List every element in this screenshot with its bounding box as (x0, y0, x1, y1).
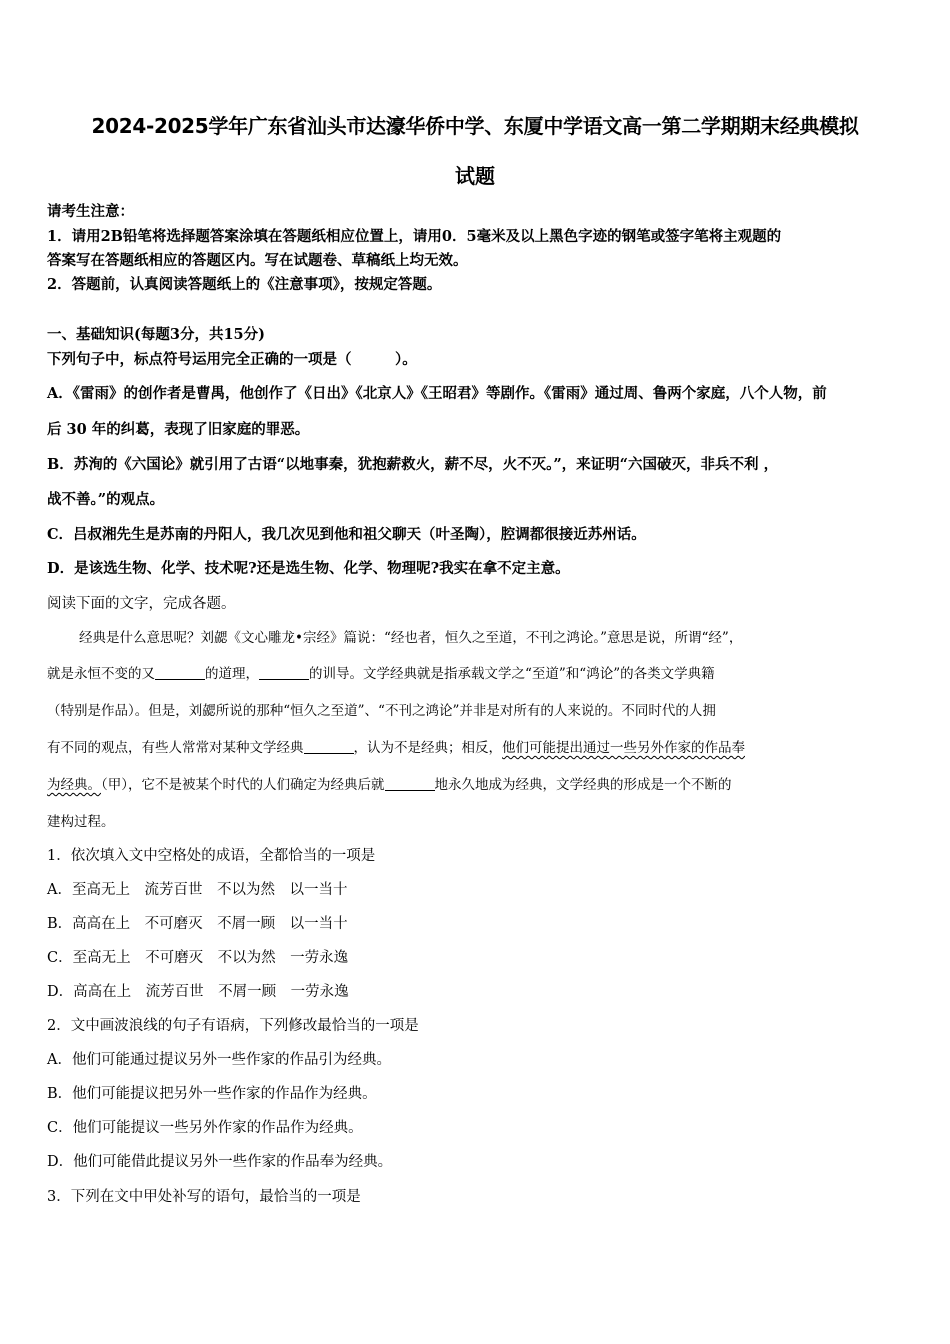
option-a-continued: 后 30 年的纠葛，表现了旧家庭的罪恶。 (47, 421, 310, 438)
question-stem: 下列句子中，标点符号运用完全正确的一项是（ ）。 (47, 351, 417, 368)
section-heading: 一、基础知识(每题3分，共15分) (47, 326, 265, 343)
passage-text: 的道理， (205, 666, 259, 682)
notice-item-1: 1．请用2B铅笔将选择题答案涂填在答题纸相应位置上，请用0．5毫米及以上黑色字迹的钢笔或签字笔将主观题的 (47, 228, 782, 245)
passage-text: 就是永恒不变的又 (47, 666, 155, 682)
blank-1 (155, 665, 205, 680)
passage-text: 的训导。文学经典就是指承载文学之“至道”和“鸿论”的各类文学典籍 (309, 666, 715, 682)
notice-item-1-continued: 答案写在答题纸相应的答题区内。写在试题卷、草稿纸上均无效。 (47, 252, 468, 269)
option-d: D．是该选生物、化学、技术呢?还是选生物、化学、物理呢?我实在拿不定主意。 (47, 560, 570, 577)
passage-line-6: 建构过程。 (47, 814, 115, 830)
q2-option-d: D．他们可能借此提议另外一些作家的作品奉为经典。 (47, 1154, 393, 1170)
q2-stem: 2．文中画波浪线的句子有语病，下列修改最恰当的一项是 (47, 1018, 419, 1034)
q1-option-a: A．至高无上 流芳百世 不以为然 以一当十 (47, 882, 348, 898)
notice-item-2: 2．答题前，认真阅读答题纸上的《注意事项》，按规定答题。 (47, 276, 442, 293)
q1-option-c: C．至高无上 不可磨灭 不以为然 一劳永逸 (47, 950, 349, 966)
passage-line-2 (47, 664, 905, 684)
passage-text: （甲），它不是被某个时代的人们确定为经典后就 (101, 777, 385, 793)
blank-4 (385, 776, 435, 791)
q2-option-c: C．他们可能提议一些另外作家的作品作为经典。 (47, 1120, 363, 1136)
option-b: B．苏洵的《六国论》就引用了古语“以地事秦，犹抱薪救火，薪不尽，火不灭。”，来证明“六国破灭，非兵不利 ， (47, 456, 779, 473)
passage-line-4 (47, 738, 905, 758)
passage-text: ，认为不是经典；相反， (353, 740, 502, 756)
option-c: C．吕叔湘先生是苏南的丹阳人，我几次见到他和祖父聊天（叶圣陶），腔调都很接近苏州话。 (47, 526, 646, 543)
wavy-underlined-sentence: 他们可能提出通过一些另外作家的作品奉 (502, 740, 745, 756)
blank-2 (259, 665, 309, 680)
q1-stem: 1．依次填入文中空格处的成语，全都恰当的一项是 (47, 848, 376, 864)
wavy-underlined-sentence-end: 为经典。 (47, 777, 101, 793)
reading-intro: 阅读下面的文字，完成各题。 (47, 596, 236, 612)
option-b-continued: 战不善。”的观点。 (47, 491, 165, 508)
option-a: A．《雷雨》的创作者是曹禺，他创作了《日出》《北京人》《王昭君》等剧作。《雷雨》通过周、鲁两个家庭，八个人物，前 (47, 385, 827, 402)
q2-option-a: A．他们可能通过提议另外一些作家的作品引为经典。 (47, 1052, 391, 1068)
q2-option-b: B．他们可能提议把另外一些作家的作品作为经典。 (47, 1086, 377, 1102)
exam-title-continued: 试题 (455, 164, 495, 188)
blank-3 (304, 739, 354, 754)
q3-stem: 3．下列在文中甲处补写的语句，最恰当的一项是 (47, 1189, 361, 1205)
passage-text: 有不同的观点，有些人常常对某种文学经典 (47, 740, 304, 756)
passage-text: 地永久地成为经典，文学经典的形成是一个不断的 (434, 777, 732, 793)
notice-heading: 请考生注意： (47, 203, 134, 220)
passage-line-5 (47, 775, 905, 795)
passage-line-1: 经典是什么意思呢？刘勰《文心雕龙•宗经》篇说：“经也者，恒久之至道，不刊之鸿论。”意思是说，所谓“经”， (79, 630, 743, 646)
q1-option-b: B．高高在上 不可磨灭 不屑一顾 以一当十 (47, 916, 348, 932)
passage-line-3: （特别是作品）。但是，刘勰所说的那种“恒久之至道”、“不刊之鸿论”并非是对所有的人来说的。不同时代的人拥 (47, 703, 716, 719)
q1-option-d: D．高高在上 流芳百世 不屑一顾 一劳永逸 (47, 984, 349, 1000)
exam-title: 2024-2025学年广东省汕头市达濠华侨中学、东厦中学语文高一第二学期期末经典模拟 (91, 114, 859, 138)
